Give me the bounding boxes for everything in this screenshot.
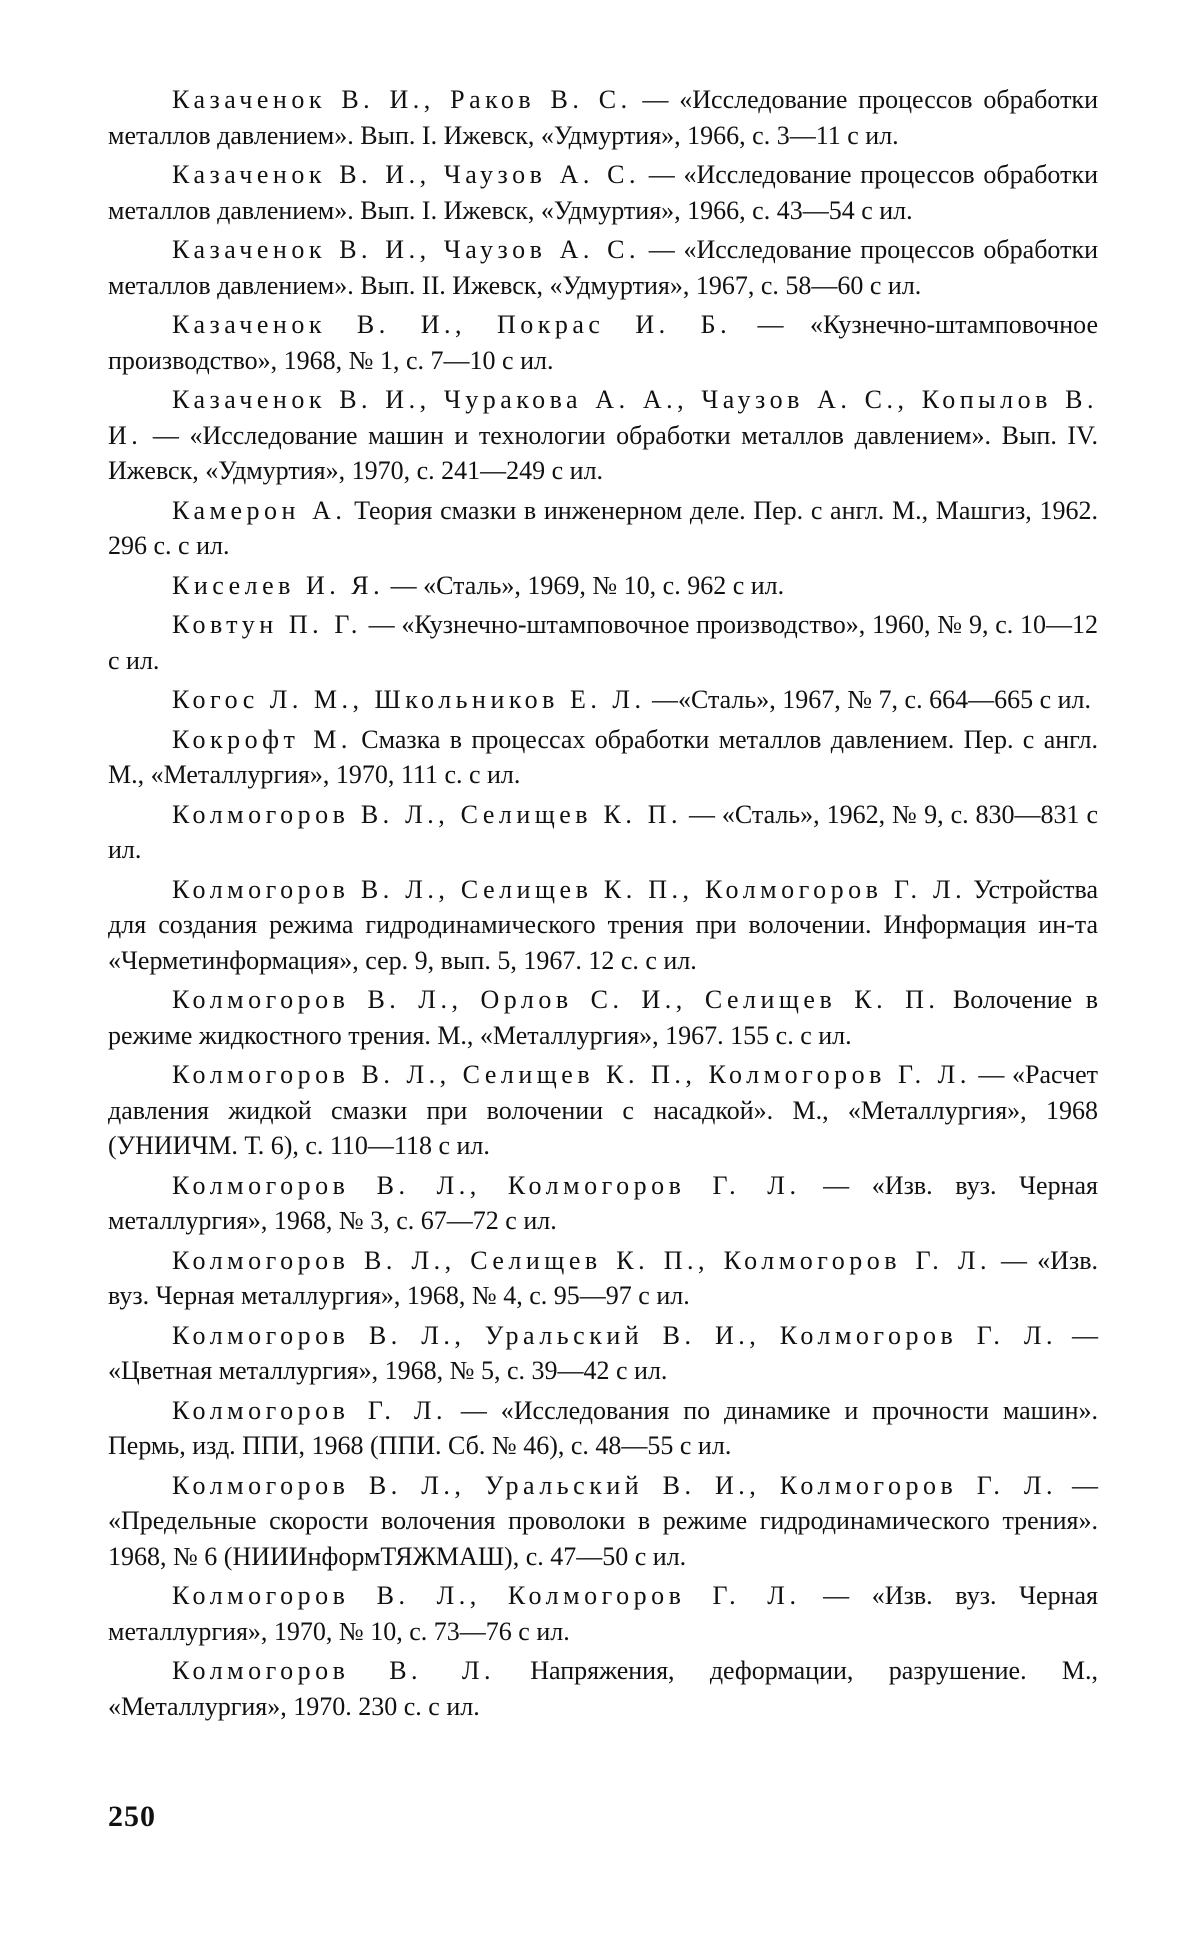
entry-authors: Колмогоров В. Л., Уральский В. И., Колмогоров Г. Л. [172, 1470, 1057, 1500]
bibliography-entry [108, 872, 1098, 979]
entry-authors: Колмогоров В. Л., Селищев К. П., Колмогоров Г. Л. [172, 1060, 971, 1089]
entry-authors: Колмогоров В. Л., Колмогоров Г. Л. [172, 1170, 801, 1200]
bibliography-entry [108, 1468, 1098, 1575]
entry-text: — «Сталь», 1962, № 9, с. 830—831 с ил. [108, 799, 1098, 864]
entry-text: Волочение в режиме жидкостного трения. М., «Металлургия», 1967. 155 с. с ил. [108, 985, 1099, 1050]
entry-text: — «Сталь», 1969, № 10, с. 962 с ил. [384, 570, 785, 600]
entry-authors: Когос Л. М., Школьников Е. Л. [172, 685, 646, 714]
bibliography-entry [108, 682, 1098, 718]
entry-authors: Камерон А. [172, 495, 347, 525]
entry-authors: Казаченок В. И., Чаузов А. С. [172, 235, 640, 264]
entry-text: Смазка в процессах обработки металлов давлением. Пер. с англ. М., «Металлургия», 1970, 111 с. с ил. [108, 724, 1098, 789]
bibliography-entry [108, 982, 1098, 1053]
bibliography-entry [108, 1578, 1098, 1649]
entry-text: — «Исследование процессов обработки металлов давлением». Вып. I. Ижевск, «Удмуртия», 1966, с. 3—11 с ил. [108, 85, 1098, 150]
entry-text: — «Исследования по динамике и прочности машин». Пермь, изд. ППИ, 1968 (ППИ. Сб. № 46), с. 48—55 с ил. [108, 1395, 1098, 1460]
bibliography-entry [108, 797, 1098, 868]
entry-text: — «Расчет давления жидкой смазки при волочении с насадкой». М., «Металлургия», 1968 (УНИИЧМ. Т. 6), с. 110—118 с ил. [108, 1060, 1099, 1160]
bibliography-entry [108, 157, 1098, 228]
bibliography-entry [108, 232, 1098, 303]
entry-authors: Киселев И. Я. [172, 570, 385, 600]
entry-authors: Казаченок В. И., Чаузов А. С. [172, 160, 640, 189]
entry-text: — «Цветная металлургия», 1968, № 5, с. 39—42 с ил. [108, 1320, 1098, 1385]
entry-text: — «Изв. вуз. Черная металлургия», 1968, № 3, с. 67—72 с ил. [108, 1170, 1098, 1235]
entry-authors: Колмогоров В. Л., Колмогоров Г. Л. [172, 1581, 801, 1610]
bibliography-entry [108, 493, 1098, 564]
entry-text: Напряжения, деформации, разрушение. М., «Металлургия», 1970. 230 с. с ил. [108, 1656, 1098, 1721]
entry-text: — «Изв. вуз. Черная металлургия», 1968, № 4, с. 95—97 с ил. [108, 1245, 1098, 1310]
bibliography-entry [108, 607, 1098, 678]
entry-text: — «Кузнечно-штамповочное производство», 1968, № 1, с. 7—10 с ил. [108, 310, 1098, 375]
bibliography-entry [108, 307, 1098, 378]
bibliography-entry [108, 1168, 1098, 1239]
entry-authors: Колмогоров В. Л., Селищев К. П. [172, 799, 683, 829]
entry-authors: Казаченок В. И., Чуракова А. А., Чаузов А. С., Копылов В. И. [108, 385, 1098, 450]
entry-authors: Казаченок В. И., Раков В. С. [172, 85, 632, 114]
entry-text: — «Исследование машин и технологии обработки металлов давлением». Вып. IV. Ижевск, «Удмуртия», 1970, с. 241—249 с ил. [108, 420, 1098, 485]
bibliography-entry [108, 1653, 1098, 1724]
bibliography-entry [108, 82, 1098, 153]
entry-authors: Кокрофт М. [172, 724, 352, 754]
bibliography-entry [108, 722, 1098, 793]
bibliography-entry [108, 1393, 1098, 1464]
entry-authors: Колмогоров В. Л., Селищев К. П., Колмогоров Г. Л. [172, 874, 967, 904]
entry-authors: Колмогоров В. Л., Орлов С. И., Селищев К. П. [172, 985, 940, 1014]
entry-text: — «Предельные скорости волочения проволоки в режиме гидродинамического трения». 1968, № 6 (НИИИнформТЯЖМАШ), с. 47—50 с ил. [108, 1470, 1098, 1571]
entry-authors: Ковтун П. Г. [172, 610, 362, 639]
entry-text: — «Кузнечно-штамповочное производство», 1960, № 9, с. 10—12 с ил. [108, 610, 1098, 675]
entry-authors: Колмогоров В. Л., Уральский В. И., Колмогоров Г. Л. [172, 1320, 1057, 1350]
bibliography-entry [108, 382, 1098, 489]
entry-text: Теория смазки в инженерном деле. Пер. с англ. М., Машгиз, 1962. 296 с. с ил. [108, 495, 1098, 560]
bibliography-page [108, 82, 1098, 1728]
entry-authors: Колмогоров Г. Л. [172, 1395, 447, 1425]
bibliography-entry [108, 1057, 1098, 1164]
page-number: 250 [108, 1800, 156, 1833]
entry-authors: Колмогоров В. Л., Селищев К. П., Колмогоров Г. Л. [172, 1245, 991, 1275]
bibliography-entry [108, 568, 1098, 604]
entry-text: —«Сталь», 1967, № 7, с. 664—665 с ил. [645, 685, 1092, 714]
entry-text: — «Исследование процессов обработки металлов давлением». Вып. II. Ижевск, «Удмуртия», 1967, с. 58—60 с ил. [108, 235, 1098, 300]
entry-authors: Колмогоров В. Л. [172, 1656, 495, 1685]
entry-text: Устройства для создания режима гидродинамического трения при волочении. Информация ин-та «Черметинформация», сер. 9, вып. 5, 1967. 12 с. с ил. [108, 874, 1098, 975]
entry-authors: Казаченок В. И., Покрас И. Б. [172, 310, 732, 339]
bibliography-entry [108, 1318, 1098, 1389]
entry-text: — «Исследование процессов обработки металлов давлением». Вып. I. Ижевск, «Удмуртия», 1966, с. 43—54 с ил. [108, 160, 1098, 225]
entry-text: — «Изв. вуз. Черная металлургия», 1970, № 10, с. 73—76 с ил. [108, 1581, 1098, 1646]
bibliography-entry [108, 1243, 1098, 1314]
